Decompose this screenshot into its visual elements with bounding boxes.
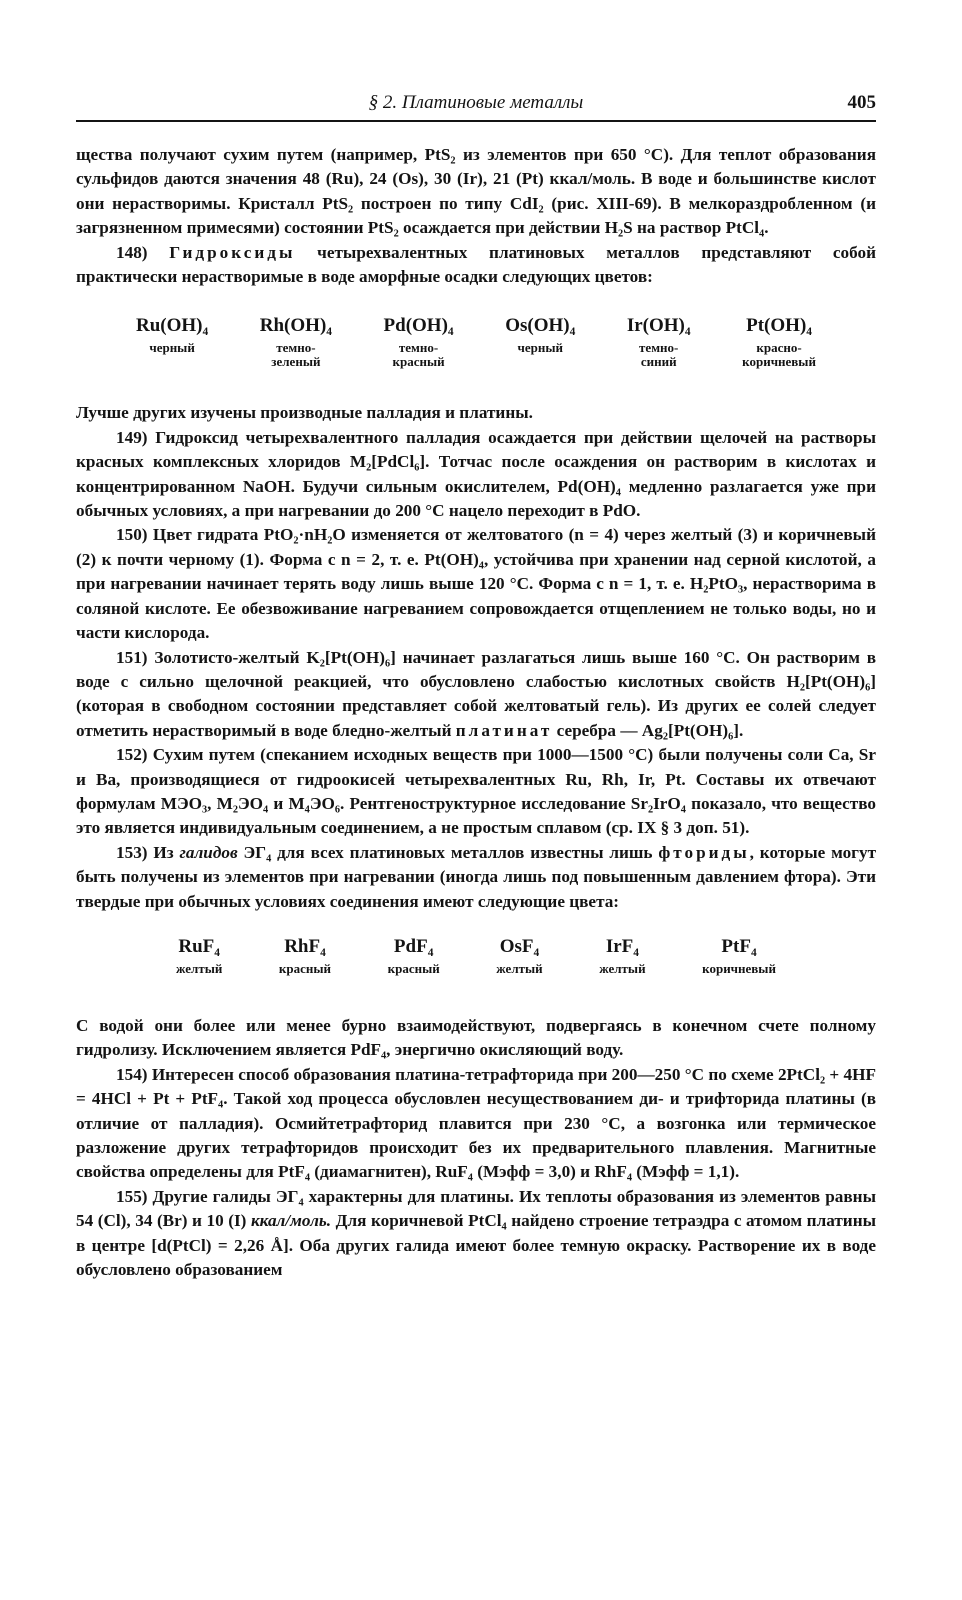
color-label: коричневый <box>702 960 776 976</box>
running-header <box>76 92 876 122</box>
color-label: желтый <box>496 960 543 976</box>
section-title: § 2. Платиновые металлы <box>368 92 584 113</box>
hydroxide-entry <box>505 315 575 369</box>
fluoride-entry <box>176 936 222 976</box>
page-body <box>76 143 876 1282</box>
color-label: красно- коричневый <box>742 340 816 370</box>
hydroxide-entry <box>742 315 816 369</box>
paragraph-155: 155) Другие галиды ЭГ₄ характерны для платины. Их теплоты образования из элементов равны 54 (Cl), 34 (Br) и 10 (I) ккал/моль. Для коричневой PtCl₄ найдено строение тетраэдра с атомом платины в центре [d(PtCl) = 2,26 Å]. Оба других галида имеют более темную окраску. Растворение их в воде обусловлено образованием <box>76 1186 877 1280</box>
paragraph-152: 152) Сухим путем (спеканием исходных веществ при 1000—1500 °С) были получены соли Ca, Sr и Ba, производящиеся от гидроокисей четырехвалентных Ru, Rh, Ir, Pt. Составы их отвечают формулам MЭO₃, M₂ЭO₄ и M₄ЭO₆. Рентгеноструктурное исследование Sr₂IrO₄ показало, что вещество это является индивидуальным соединением, а не простым сплавом (ср. IX § 3 доп. 51). <box>76 745 876 838</box>
fluorides-table <box>176 936 776 976</box>
paragraph-153: 153) Из галидов ЭГ₄ для всех платиновых металлов известны лишь фториды, которые могут быть получены из элементов при нагревании (иногда лишь под повышенным давлением фтора). Эти твердые при обычных условиях соединения имеют следующие цвета: <box>76 842 877 911</box>
formula: RuF₄ <box>178 935 220 957</box>
formula: Ru(OH)₄ <box>136 315 209 337</box>
color-label: темно- синий <box>639 340 679 370</box>
hydroxide-entry <box>260 315 332 369</box>
paragraph-continuation: щества получают сухим путем (например, PtS₂ из элементов при 650 °С). Для теплот образования сульфидов даются значения 48 (Ru), 24 (Os), 30 (Ir), 21 (Pt) ккал/моль. В воде и большинстве кислот они нерастворимы. Кристалл PtS₂ построен по типу CdI₂ (рис. XIII-69). В мелкораздробленном (и загрязненном примесями) состоянии PtS₂ осаждается при действии H₂S на раствор PtCl₄. <box>76 145 876 238</box>
formula: Pt(OH)₄ <box>746 315 812 337</box>
formula: PtF₄ <box>721 935 757 957</box>
formula: OsF₄ <box>499 935 540 957</box>
unit-kcal-mol: ккал/моль. <box>250 1211 332 1231</box>
term-fluorides: фториды <box>658 842 750 862</box>
formula: Rh(OH)₄ <box>259 315 332 337</box>
paragraph-150: 150) Цвет гидрата PtO₂·nH₂O изменяется от желтоватого (n = 4) через желтый (3) и коричневый (2) к почти черному (1). Форма с n = 2, т. е. Pt(OH)₄, устойчива при хранении над серной кислотой, а при нагревании начинает терять воду лишь выше 120 °С. Форма с n = 1, т. е. H₂PtO₃, нерастворима в соляной кислоте. Ее обезвоживание нагреванием сопровождается отщеплением не только воды, но и части кислорода. <box>76 525 876 643</box>
color-label: красный <box>278 960 332 976</box>
formula: Pd(OH)₄ <box>383 315 454 337</box>
color-label: черный <box>517 340 563 356</box>
hydroxides-table <box>136 315 816 369</box>
paragraph-after-fluorides: С водой они более или менее бурно взаимодействуют, подвергаясь в конечном счете полному гидролизу. Исключением является PdF₄, энергично окисляющий воду. <box>76 1015 876 1060</box>
formula: PdF₄ <box>393 935 434 957</box>
color-label: темно- зеленый <box>271 340 321 370</box>
hydroxide-entry <box>136 315 208 369</box>
page-number: 405 <box>847 92 876 113</box>
term-hydroxides: Гидроксиды <box>169 242 296 262</box>
formula: Os(OH)₄ <box>505 315 576 337</box>
hydroxide-entry <box>627 315 691 369</box>
fluoride-entry <box>496 936 542 976</box>
color-label: черный <box>149 340 195 356</box>
term-halides: галидов <box>179 842 238 862</box>
color-label: красный <box>387 960 440 976</box>
color-label: желтый <box>176 960 223 976</box>
paragraph-154: 154) Интересен способ образования платина-тетрафторида при 200—250 °С по схеме 2PtCl₂ + 4HF = 4HCl + Pt + PtF₄. Такой ход процесса обусловлен несуществованием ди- и трифторида платины (в отличие от палладия). Осмийтетрафторид плавится при 230 °С, а возгонка или термическое разложение других тетрафторидов происходит без их предварительного плавления. Магнитные свойства определены для PtF₄ (диамагнитен), RuF₄ (Mэфф = 3,0) и RhF₄ (Mэфф = 1,1). <box>76 1064 876 1182</box>
formula: IrF₄ <box>605 935 639 957</box>
paragraph-148: 148) Гидроксиды четырехвалентных платиновых металлов представляют собой практически нерастворимые в воде аморфные осадки следующих цветов: <box>76 242 876 287</box>
paragraph-149: 149) Гидроксид четырехвалентного палладия осаждается при действии щелочей на растворы красных комплексных хлоридов M₂[PdCl₆]. Тотчас после осаждения он растворим в кислотах и концентрированном NaOH. Будучи сильным окислителем, Pd(OH)₄ медленно разлагается уже при обычных условиях, а при нагревании до 200 °С нацело переходит в PdO. <box>76 427 876 521</box>
term-platinate: платинат <box>455 720 553 740</box>
fluoride-entry <box>279 936 331 976</box>
formula: RhF₄ <box>284 935 326 957</box>
color-label: желтый <box>599 960 646 976</box>
fluoride-entry <box>702 936 776 976</box>
fluoride-entry <box>388 936 440 976</box>
fluoride-entry <box>599 936 645 976</box>
color-label: темно- красный <box>392 340 445 370</box>
formula: Ir(OH)₄ <box>626 315 691 337</box>
paragraph-after-hydroxides: Лучше других изучены производные палладия и платины. <box>76 403 533 423</box>
paragraph-151: 151) Золотисто-желтый K₂[Pt(OH)₆] начинает разлагаться лишь выше 160 °С. Он растворим в воде с сильно щелочной реакцией, что обусловлено слабостью кислотных свойств H₂[Pt(OH)₆] (которая в свободном состоянии представляет собой желтоватый гель). Из других ее солей следует отметить нерастворимый в воде бледно-желтый платинат серебра — Ag₂[Pt(OH)₆]. <box>76 647 876 740</box>
hydroxide-entry <box>384 315 454 369</box>
